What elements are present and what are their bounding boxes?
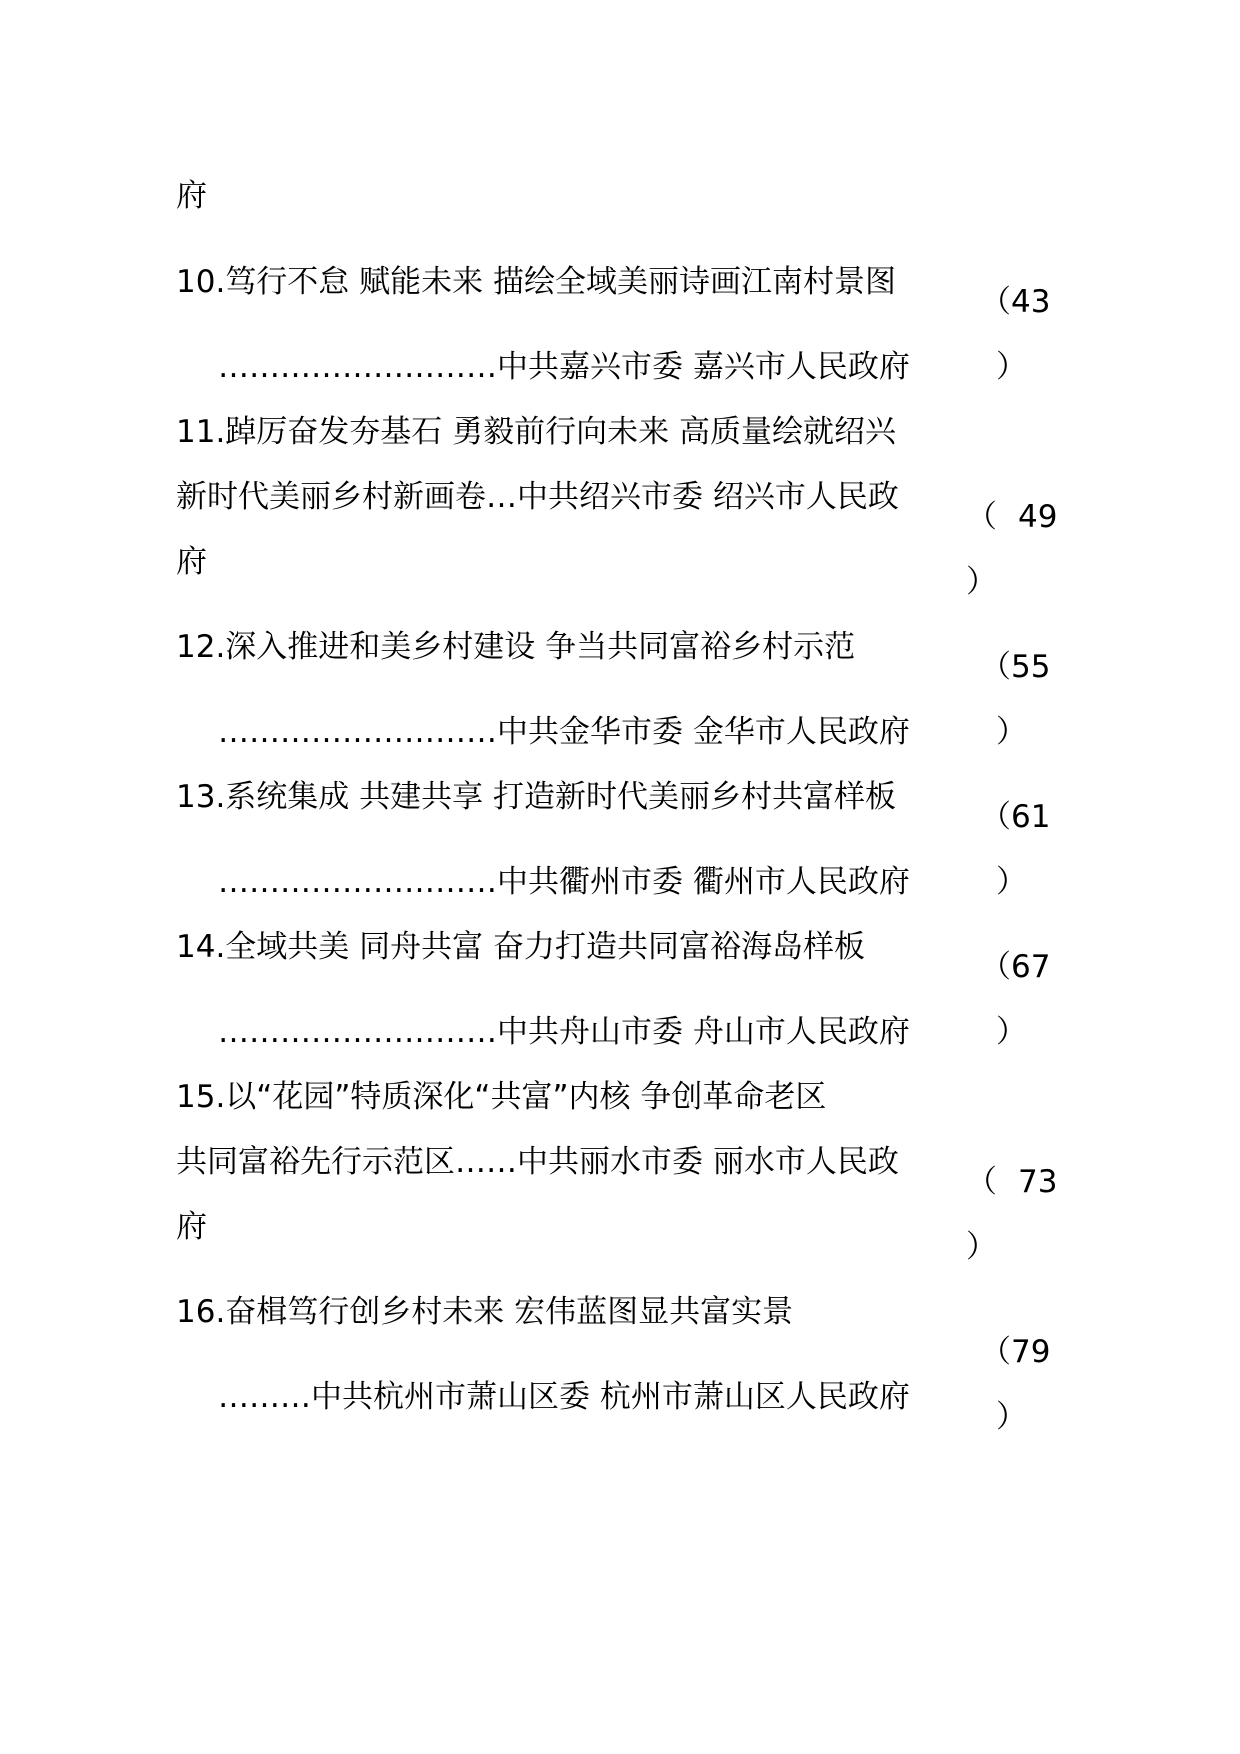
toc-page-paren-close: ） — [996, 1014, 1027, 1050]
toc-page-paren-close: ） — [966, 564, 997, 600]
toc-page-paren-close: ） — [996, 864, 1027, 900]
toc-page-number: （67 — [980, 949, 1051, 985]
toc-entry-title: 12.深入推进和美乡村建设 争当共同富裕乡村示范 — [176, 629, 856, 665]
toc-entry-author: ………………………中共衢州市委 衢州市人民政府 — [218, 864, 910, 900]
toc-entry-author: ………中共杭州市萧山区委 杭州市萧山区人民政府 — [218, 1379, 910, 1415]
toc-entry-title: 11.踔厉奋发夯基石 勇毅前行向未来 高质量绘就绍兴 — [176, 414, 897, 450]
toc-page-number: （43 — [980, 284, 1051, 320]
toc-page-number: （55 — [980, 649, 1051, 685]
toc-page-number: （79 — [980, 1334, 1051, 1370]
toc-page-paren-open: （ — [966, 1164, 997, 1200]
toc-entry-author: ………………………中共金华市委 金华市人民政府 — [218, 714, 910, 750]
toc-page-paren-close: ） — [996, 1399, 1027, 1435]
toc-page-number: （61 — [980, 799, 1051, 835]
toc-continuation-line: 府 — [176, 178, 207, 214]
toc-entry-author: ………………………中共嘉兴市委 嘉兴市人民政府 — [218, 349, 910, 385]
toc-entry-title-cont: 新时代美丽乡村新画卷…中共绍兴市委 绍兴市人民政 — [176, 479, 899, 515]
toc-entry-title: 10.笃行不怠 赋能未来 描绘全域美丽诗画江南村景图 — [176, 264, 897, 300]
toc-page-number: 49 — [1018, 499, 1058, 535]
toc-page-paren-close: ） — [996, 714, 1027, 750]
toc-entry-title-cont: 共同富裕先行示范区……中共丽水市委 丽水市人民政 — [176, 1144, 899, 1180]
toc-entry-title: 14.全域共美 同舟共富 奋力打造共同富裕海岛样板 — [176, 929, 866, 965]
toc-entry-title: 15.以“花园”特质深化“共富”内核 争创革命老区 — [176, 1079, 827, 1115]
toc-entry-title-cont: 府 — [176, 544, 207, 580]
toc-page-number: 73 — [1018, 1164, 1058, 1200]
toc-page-paren-close: ） — [966, 1229, 997, 1265]
toc-page-paren-close: ） — [996, 349, 1027, 385]
toc-page-paren-open: （ — [966, 499, 997, 535]
toc-entry-author: ………………………中共舟山市委 舟山市人民政府 — [218, 1014, 910, 1050]
toc-entry-title: 16.奋楫笃行创乡村未来 宏伟蓝图显共富实景 — [176, 1294, 794, 1330]
toc-entry-title-cont: 府 — [176, 1209, 207, 1245]
toc-entry-title: 13.系统集成 共建共享 打造新时代美丽乡村共富样板 — [176, 779, 897, 815]
